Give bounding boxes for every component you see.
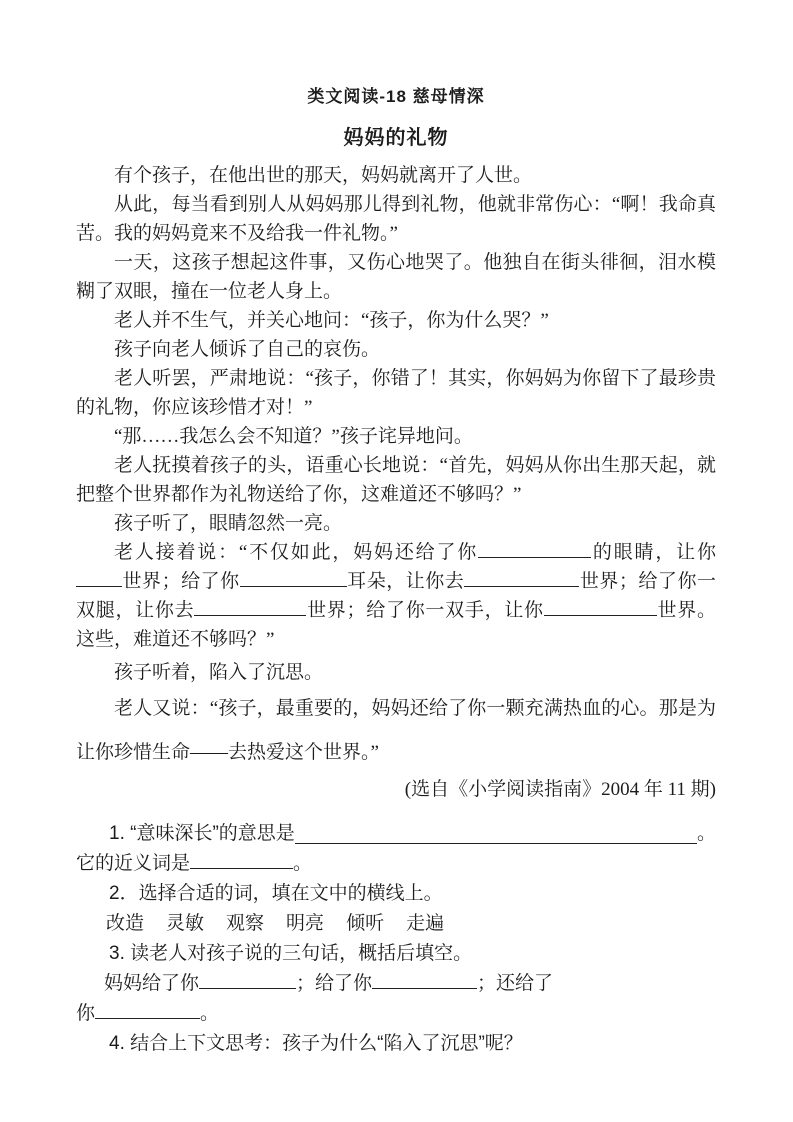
question-1-text: 1. “意味深长”的意思是 [109, 823, 295, 844]
question-3-text: 妈妈给了你 [104, 973, 200, 994]
question-3-period: 。 [200, 1003, 220, 1024]
article-paragraph: 从此，每当看到别人从妈妈那儿得到礼物，他就非常伤心：“啊！我命真苦。我的妈妈竟来不及给我一件礼物。” [76, 194, 716, 244]
article-paragraph: 老人抚摸着孩子的头，语重心长地说：“首先，妈妈从你出生那天起，就把整个世界都作为礼物送给了你，这难道还不够吗？” [76, 455, 716, 505]
article-paragraph: 老人听罢，严肃地说：“孩子，你错了！其实，你妈妈为你留下了最珍贵的礼物，你应该珍惜才对！” [76, 368, 716, 418]
fill-segment: 耳朵，让你去 [346, 571, 465, 592]
article-text [76, 161, 716, 804]
word-option: 明亮 [286, 913, 325, 934]
article-paragraph: 孩子听着，陷入了沉思。 [114, 662, 324, 683]
blank-line [95, 1003, 200, 1019]
fill-segment: 世界；给了你一双手，让你 [306, 600, 544, 621]
article-paragraph: 老人又说：“孩子，最重要的，妈妈还给了你一颗充满热血的心。那是为让你珍惜生命——去热爱这个世界。” [76, 698, 716, 763]
question-3-text: ；还给了 [477, 973, 554, 994]
word-option: 走遍 [406, 913, 445, 934]
blank-line [76, 571, 122, 587]
fill-segment: 的眼睛，让你 [591, 542, 716, 563]
question-3-text: 你 [76, 1003, 96, 1024]
article-paragraph: 孩子听了，眼睛忽然一亮。 [114, 513, 343, 534]
fill-segment: 世界；给了你一双腿，让你去 [76, 571, 716, 621]
article-subtitle: 妈妈的礼物 [343, 127, 449, 149]
article-paragraph: 一天，这孩子想起这件事，又伤心地哭了。他独自在街头徘徊，泪水模糊了双眼，撞在一位老人身上。 [76, 252, 716, 302]
question-4: 4. 结合上下文思考：孩子为什么“陷入了沉思”呢？ [109, 1033, 523, 1054]
word-bank [76, 909, 716, 939]
question-1-period: 。 [696, 823, 716, 844]
word-option: 观察 [226, 913, 265, 934]
question-3: 3. 读老人对孩子说的三句话，概括后填空。 [109, 943, 473, 964]
fill-in-paragraph [76, 538, 716, 654]
question-3-text: ；给了你 [296, 973, 373, 994]
blank-line [190, 853, 293, 869]
fill-segment: 世界。这些，难道还不够吗？” [76, 600, 716, 650]
document-title: 类文阅读-18 慈母情深 [307, 87, 485, 106]
blank-line [194, 600, 306, 616]
blank-line [240, 571, 347, 587]
question-3-fill-line [76, 969, 716, 999]
word-option: 改造 [106, 913, 145, 934]
article-paragraph: 孩子向老人倾诉了自己的哀伤。 [114, 339, 381, 360]
question-1 [76, 819, 716, 849]
word-option: 倾听 [346, 913, 385, 934]
source-attribution: (选自《小学阅读指南》2004 年 11 期) [404, 779, 716, 800]
article-paragraph: “那……我怎么会不知道？”孩子诧异地问。 [114, 426, 473, 447]
question-1-text: 它的近义词是 [76, 853, 191, 874]
questions-section [76, 819, 716, 1059]
blank-line [478, 542, 591, 558]
fill-segment: 世界；给了你 [122, 571, 240, 592]
blank-line [544, 600, 657, 616]
question-1-continued [76, 849, 716, 879]
article-paragraph: 有个孩子，在他出世的那天，妈妈就离开了人世。 [114, 165, 533, 186]
question-1-period: 。 [293, 853, 313, 874]
blank-line [464, 571, 579, 587]
question-2: 2．选择合适的词，填在文中的横线上。 [109, 883, 443, 904]
fill-segment: 老人接着说：“不仅如此，妈妈还给了你 [114, 542, 479, 563]
word-option: 灵敏 [166, 913, 205, 934]
blank-line [295, 819, 697, 844]
blank-line [199, 973, 296, 989]
article-paragraph: 老人并不生气，并关心地问：“孩子，你为什么哭？” [114, 310, 549, 331]
blank-line [372, 973, 477, 989]
question-3-fill-line [76, 999, 716, 1029]
